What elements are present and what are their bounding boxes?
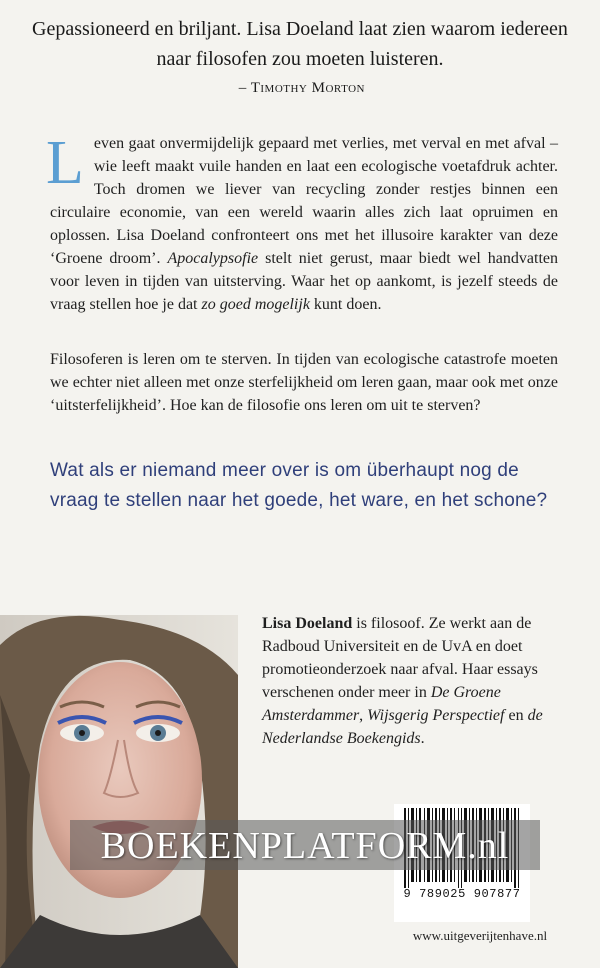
paragraph1-part1: even gaat onvermijdelijk gepaard met verlies, met verval en met afval – wie leeft maakt vuile handen en laat een ecologische voetafdruk achter. Toch dromen we liever van recycling zonder restjes binnen een circulaire economie, van een wereld waarin alles zich laat opruimen en oplossen. Lisa Doeland confronteert ons met het illusoire karakter van deze ‘Groene droom’.: [50, 135, 558, 267]
emphasis-italic: zo goed mogelijk: [201, 296, 310, 313]
blurb-quote: [20, 14, 580, 102]
isbn-number: 9 789025 907877: [403, 887, 521, 901]
quote-text: Gepassioneerd en briljant. Lisa Doeland laat zien waarom iedereen naar filosofen zou moeten luisteren.: [32, 18, 568, 70]
publication-1: De Groene Amsterdammer: [262, 684, 501, 724]
drop-cap: L: [46, 129, 84, 197]
description-paragraph-1: [46, 129, 559, 316]
bio-text: is filosoof. Ze werkt aan de Radboud Universiteit en de UvA en doet promotieonderzoek naar afval. Haar essays verschenen onder meer in: [262, 615, 538, 701]
author-bio: [262, 612, 580, 750]
watermark-text: BOEKENPLATFORM.nl: [100, 825, 510, 867]
paragraph1-part3: kunt doen.: [309, 296, 382, 313]
paragraph1-part2: stelt niet gerust, maar biedt wel handvatten voor leven in tijden van uitsterving. Waar het op aankomt, is jezelf steeds de vraag stellen hoe je dat: [50, 250, 559, 313]
highlight-question: Wat als er niemand meer over is om überhaupt nog de vraag te stellen naar het goede, het ware, en het schone?: [50, 460, 548, 511]
description-paragraph-2: Filosoferen is leren om te sterven. In tijden van ecologische catastrofe moeten we echter niet alleen met onze sterfelijkheid om leren gaan, maar ook met onze ‘uitsterfelijkheid’. Hoe kan de filosofie ons leren om uit te sterven?: [50, 351, 558, 414]
bio-end: .: [420, 730, 425, 747]
publisher-website: www.uitgeverijtenhave.nl: [412, 928, 548, 943]
book-title-italic: Apocalypsofie: [167, 250, 259, 267]
author-photo: [0, 615, 238, 968]
author-name: Lisa Doeland: [262, 615, 353, 632]
bio-sep-2: en: [504, 707, 528, 724]
bio-sep-1: ,: [359, 707, 368, 724]
watermark-banner: [70, 820, 540, 870]
publication-3: de Nederlandse Boekengids: [262, 707, 543, 747]
quote-attribution: – Timothy Morton: [238, 80, 365, 96]
publication-2: Wijsgerig Perspectief: [367, 707, 505, 724]
author-portrait-illustration: [0, 615, 238, 968]
